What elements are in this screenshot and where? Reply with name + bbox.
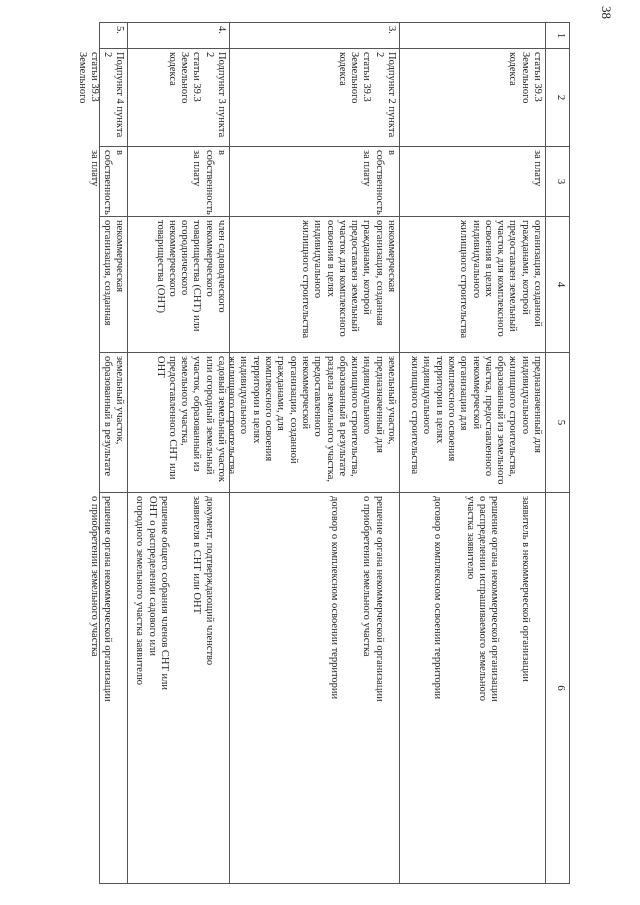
- document-item: договор о комплексном освоении территории: [328, 496, 340, 700]
- applicant: некоммерческая организация, созданная гражданами, которой предоставлен земельный участок для комплексного освоения в целях индивидуального жилищного строительства: [229, 216, 399, 352]
- documents: [229, 492, 399, 884]
- document-item: документ, подтверждающий членство заявителя в СНТ или ОНТ: [191, 496, 215, 666]
- legal-basis: Подпункт 4 пункта 2 статьи 39.3 Земельного: [100, 48, 127, 146]
- document-item: решение органа некоммерческой организации о распределении испрашиваемого земельного участка заявителю: [464, 496, 501, 702]
- table-row: [226, 22, 400, 884]
- legal-basis: Подпункт 3 пункта 2 статьи 39.3 Земельного кодекса: [127, 48, 229, 146]
- header-cell-1: 1: [545, 22, 569, 48]
- document-item: заявитель в некоммерческой организации: [519, 496, 531, 682]
- document-item: решение органа некоммерческой организации о приобретении земельного участка: [361, 496, 385, 702]
- row-number: 3.: [229, 22, 399, 48]
- land-plot: земельный участок, предназначенный для индивидуального жилищного строительства, образованный в результате раздела земельного участка, предоставленного некоммерческой организации, созданной гражданами, для комплексного освоения территории в целях индивидуального жилищного строительства: [229, 352, 399, 492]
- table-row: [77, 22, 128, 884]
- right-type: в собственность за плату: [100, 146, 127, 216]
- document-item: решение органа некоммерческой организации о приобретении земельного участка: [89, 496, 113, 702]
- table-row: [399, 22, 546, 884]
- header-cell-6: 6: [545, 492, 569, 884]
- page-number: 38: [599, 6, 614, 19]
- header-cell-4: 4: [545, 216, 569, 352]
- document-item: договор о комплексном освоении территории: [431, 496, 443, 700]
- right-type: за плату: [399, 146, 545, 216]
- rotated-page: [77, 22, 570, 884]
- legal-basis: статьи 39.3 Земельного кодекса: [399, 48, 545, 146]
- table-header-row: [545, 22, 570, 884]
- land-document-table: [77, 22, 570, 884]
- land-plot: предназначенный для индивидуального жилищного строительства, образованный из земельного участка, предоставленного некоммерческой организации для комплексного освоения территории в целях индивидуального жилищного строительства: [399, 352, 545, 492]
- header-cell-2: 2: [545, 48, 569, 146]
- document-item: решение общего собрания членов СНТ или ОНТ о распределении садового или огородного земельного участка заявителю: [134, 496, 170, 691]
- documents: [399, 492, 545, 884]
- row-number: 5.: [100, 22, 127, 48]
- row-number: [399, 22, 545, 48]
- land-plot: садовый земельный участок или огородный земельный участок, образованный из земельного участка, предоставленного СНТ или ОНТ: [127, 352, 229, 492]
- legal-basis: Подпункт 2 пункта 2 статьи 39.3 Земельного кодекса: [229, 48, 399, 146]
- land-plot: земельный участок, образованный в результате: [100, 352, 127, 492]
- right-type: в собственность за плату: [127, 146, 229, 216]
- applicant: член садоводческого некоммерческого товарищества (СНТ) или огороднического некоммерческого товарищества (ОНТ): [127, 216, 229, 352]
- documents: [127, 492, 229, 884]
- documents: [89, 492, 127, 884]
- header-cell-5: 5: [545, 352, 569, 492]
- header-cell-3: 3: [545, 146, 569, 216]
- applicant: организация, созданной гражданами, которой предоставлен земельный участок для комплексного освоения в целях индивидуального жилищного строительства: [399, 216, 545, 352]
- right-type: в собственность за плату: [229, 146, 399, 216]
- table-row: [127, 22, 230, 884]
- applicant: некоммерческая организация, созданная: [100, 216, 127, 352]
- row-number: 4.: [127, 22, 229, 48]
